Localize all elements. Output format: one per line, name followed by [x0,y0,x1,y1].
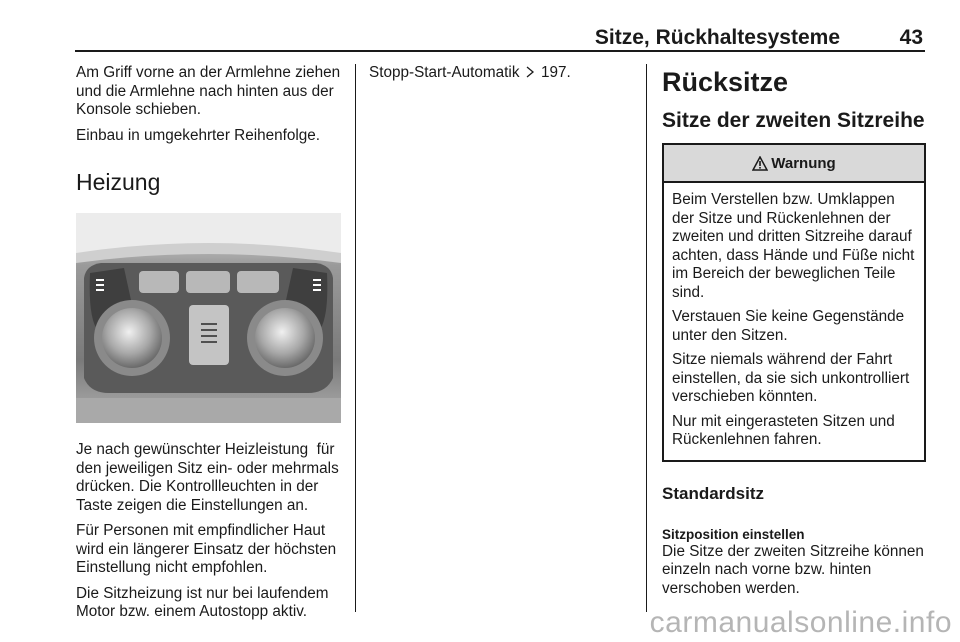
warning-paragraph: Beim Verstellen bzw. Umklappen der Sitze und Rückenlehnen der zweiten und dritten Sitzreihe darauf achten, dass Hände und Füße nicht im Bereich der beweglichen Teile sind. [672,191,915,301]
topic-heading: Standardsitz [662,483,765,503]
warning-triangle-icon [752,156,768,171]
continued-text: Stopp-Start-Automatik [369,64,520,81]
watermark: carmanualsonline.info [649,606,952,639]
warning-title: Warnung [771,154,836,172]
page-number: 43 [899,26,923,49]
column-middle [369,64,635,90]
column-left [76,64,342,629]
column-divider [646,64,647,612]
paragraph: Die Sitzheizung ist nur bei laufendem Motor bzw. einem Autostopp aktiv. [76,584,329,620]
paragraph: Für Personen mit empfindlicher Haut wird ein längerer Einsatz der höchsten Einstellung nicht empfohlen. [76,522,337,576]
warning-paragraph: Verstauen Sie keine Gegenstände unter den Sitzen. [672,308,905,344]
paragraph: Am Griff vorne an der Armlehne ziehen und die Armlehne nach hinten aus der Konsole schieben. [76,64,341,118]
paragraph [369,64,635,83]
header-title: Sitze, Rückhaltesysteme [594,26,840,49]
chapter-heading: Rücksitze [662,67,789,97]
paragraph: Einbau in umgekehrter Reihenfolge. [76,126,321,144]
reference-page[interactable]: 197. [540,64,571,81]
section-heading: Heizung [76,169,161,195]
warning-body [664,183,924,460]
warning-paragraph: Sitze niemals während der Fahrt einstellen, da sie sich unkontrolliert verschieben könnten. [672,351,910,405]
column-divider [355,64,356,612]
warning-paragraph: Nur mit eingerasteten Sitzen und Rückenlehnen fahren. [672,412,895,448]
warning-box [662,143,926,462]
warning-header [664,145,924,183]
climate-control-panel-photo [76,213,341,423]
subtopic-heading: Sitzposition einstellen [662,526,805,542]
subchapter-heading: Sitze der zweiten Sitzreihe [662,109,925,132]
paragraph: Je nach gewünschter Heizleistung ⁠ für den jeweiligen Sitz ein- oder mehrmals drücken. Die Kontrollleuchten in der Taste zeigen die Einstellungen an. [76,441,339,514]
header-rule [75,50,925,52]
page-header [75,26,925,52]
column-right [662,64,926,605]
paragraph: Die Sitze der zweiten Sitzreihe können einzeln nach vorne bzw. hinten verschoben werden. [662,542,924,597]
cross-reference-arrow-icon [526,66,535,78]
